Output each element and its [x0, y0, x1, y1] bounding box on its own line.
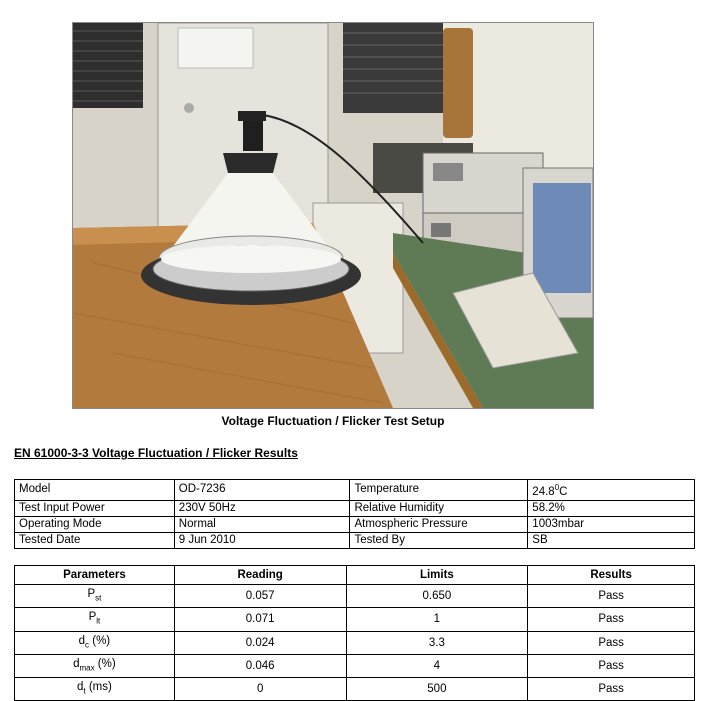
table-header-row	[15, 566, 695, 585]
info-value: SB	[528, 532, 695, 548]
param-symbol: d	[73, 657, 80, 670]
flicker-results-table	[14, 565, 695, 701]
param-subscript: max	[79, 663, 95, 673]
info-label: Operating Mode	[15, 516, 175, 532]
section-title: EN 61000-3-3 Voltage Fluctuation / Flicker Results	[14, 446, 298, 460]
table-row	[15, 654, 695, 677]
temperature-value: 24.8	[532, 485, 555, 498]
limit-cell: 4	[346, 654, 528, 677]
limit-cell: 1	[346, 608, 528, 631]
limit-cell: 3.3	[346, 631, 528, 654]
table-row	[15, 678, 695, 701]
param-subscript: c	[85, 639, 90, 649]
info-label: Model	[15, 480, 175, 501]
reading-cell: 0.071	[174, 608, 346, 631]
parameter-cell	[15, 678, 175, 701]
parameter-cell	[15, 654, 175, 677]
result-cell: Pass	[528, 654, 695, 677]
param-subscript: t	[83, 686, 86, 696]
temperature-unit: C	[559, 485, 568, 498]
column-header: Reading	[174, 566, 346, 585]
parameter-cell	[15, 608, 175, 631]
info-value: 1003mbar	[528, 516, 695, 532]
table-row	[15, 500, 695, 516]
parameter-cell	[15, 585, 175, 608]
param-unit: (ms)	[85, 681, 112, 694]
column-header: Results	[528, 566, 695, 585]
table-row	[15, 631, 695, 654]
info-value: 230V 50Hz	[174, 500, 350, 516]
limit-cell: 500	[346, 678, 528, 701]
info-label: Tested Date	[15, 532, 175, 548]
table-row	[15, 608, 695, 631]
param-symbol: d	[76, 681, 84, 694]
column-header: Parameters	[15, 566, 175, 585]
degree-superscript: 0	[554, 483, 560, 492]
info-label: Test Input Power	[15, 500, 175, 516]
info-value: 58.2%	[528, 500, 695, 516]
column-header: Limits	[346, 566, 528, 585]
param-unit: (%)	[94, 657, 116, 670]
result-cell: Pass	[528, 585, 695, 608]
info-label: Temperature	[350, 480, 528, 501]
test-setup-photo	[72, 22, 594, 409]
test-setup-illustration	[73, 23, 593, 408]
info-value: OD-7236	[174, 480, 350, 501]
test-info-table	[14, 479, 695, 549]
result-cell: Pass	[528, 608, 695, 631]
photo-caption: Voltage Fluctuation / Flicker Test Setup	[221, 414, 445, 428]
limit-cell: 0.650	[346, 585, 528, 608]
param-subscript: st	[95, 593, 102, 603]
reading-cell: 0.024	[174, 631, 346, 654]
param-symbol: P	[88, 611, 97, 624]
info-value: Normal	[174, 516, 350, 532]
table-row	[15, 532, 695, 548]
param-subscript: lt	[96, 616, 101, 626]
info-value: 9 Jun 2010	[174, 532, 350, 548]
result-cell: Pass	[528, 631, 695, 654]
table-row	[15, 516, 695, 532]
param-unit: (%)	[89, 634, 111, 647]
table-row	[15, 480, 695, 501]
info-label: Tested By	[350, 532, 528, 548]
reading-cell: 0.046	[174, 654, 346, 677]
parameter-cell	[15, 631, 175, 654]
info-label: Relative Humidity	[350, 500, 528, 516]
result-cell: Pass	[528, 678, 695, 701]
reading-cell: 0.057	[174, 585, 346, 608]
param-symbol: P	[87, 588, 96, 600]
info-label: Atmospheric Pressure	[350, 516, 528, 532]
info-value	[528, 480, 695, 501]
table-row	[15, 585, 695, 608]
reading-cell: 0	[174, 678, 346, 701]
param-symbol: d	[78, 634, 86, 647]
